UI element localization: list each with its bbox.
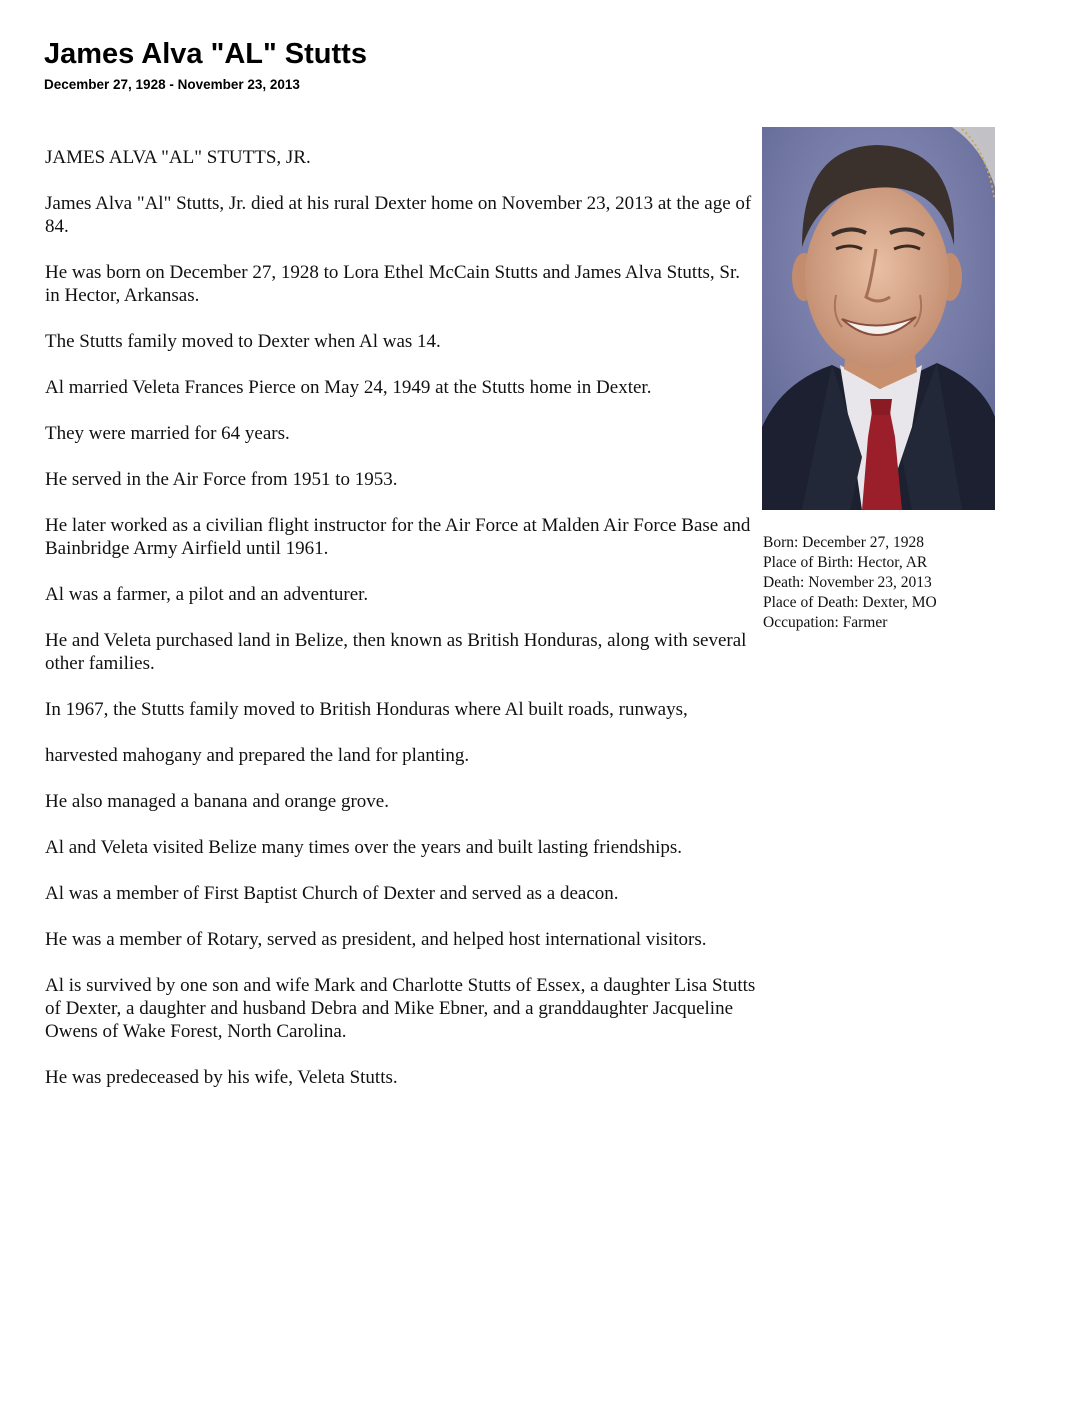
life-dates: December 27, 1928 - November 23, 2013 xyxy=(44,77,300,92)
obituary-paragraph: Al and Veleta visited Belize many times over the years and built lasting friendships. xyxy=(45,837,683,858)
obituary-paragraph: He was predeceased by his wife, Veleta Stutts. xyxy=(45,1067,398,1088)
obituary-heading: JAMES ALVA "AL" STUTTS, JR. xyxy=(45,147,311,168)
obituary-header xyxy=(44,36,744,94)
place-of-birth-fact: Place of Birth: Hector, AR xyxy=(763,554,928,571)
obituary-paragraph: Al married Veleta Frances Pierce on May 24, 1949 at the Stutts home in Dexter. xyxy=(45,377,652,398)
vital-facts xyxy=(763,533,993,633)
page-title: James Alva "AL" Stutts xyxy=(44,38,367,70)
obituary-paragraph: harvested mahogany and prepared the land for planting. xyxy=(45,745,470,766)
born-fact: Born: December 27, 1928 xyxy=(763,534,924,551)
obituary-paragraph: He later worked as a civilian flight instructor for the Air Force at Malden Air Force Base and Bainbridge Army Airfield until 1961. xyxy=(45,515,751,559)
obituary-paragraph: He and Veleta purchased land in Belize, then known as British Honduras, along with several other families. xyxy=(45,630,747,674)
obituary-paragraph: Al was a member of First Baptist Church of Dexter and served as a deacon. xyxy=(45,883,619,904)
obituary-paragraph: He also managed a banana and orange grove. xyxy=(45,791,389,812)
death-fact: Death: November 23, 2013 xyxy=(763,574,932,591)
obituary-paragraph: In 1967, the Stutts family moved to British Honduras where Al built roads, runways, xyxy=(45,699,688,720)
place-of-death-fact: Place of Death: Dexter, MO xyxy=(763,594,937,611)
obituary-paragraph: Al was a farmer, a pilot and an adventurer. xyxy=(45,584,369,605)
obituary-paragraph: He served in the Air Force from 1951 to 1953. xyxy=(45,469,398,490)
obituary-text xyxy=(45,146,757,1112)
obituary-paragraph: He was a member of Rotary, served as president, and helped host international visitors. xyxy=(45,929,707,950)
obituary-paragraph: The Stutts family moved to Dexter when Al was 14. xyxy=(45,331,441,352)
occupation-fact: Occupation: Farmer xyxy=(763,614,888,631)
portrait-photo xyxy=(762,127,995,510)
obituary-paragraph: James Alva "Al" Stutts, Jr. died at his rural Dexter home on November 23, 2013 at the age of 84. xyxy=(45,193,752,237)
obituary-paragraph: He was born on December 27, 1928 to Lora Ethel McCain Stutts and James Alva Stutts, Sr. in Hector, Arkansas. xyxy=(45,262,740,306)
obituary-paragraph: Al is survived by one son and wife Mark and Charlotte Stutts of Essex, a daughter Lisa Stutts of Dexter, a daughter and husband Debra and Mike Ebner, and a granddaughter Jacqueline Owens of Wake Forest, North Carolina. xyxy=(45,975,756,1042)
obituary-paragraph: They were married for 64 years. xyxy=(45,423,290,444)
